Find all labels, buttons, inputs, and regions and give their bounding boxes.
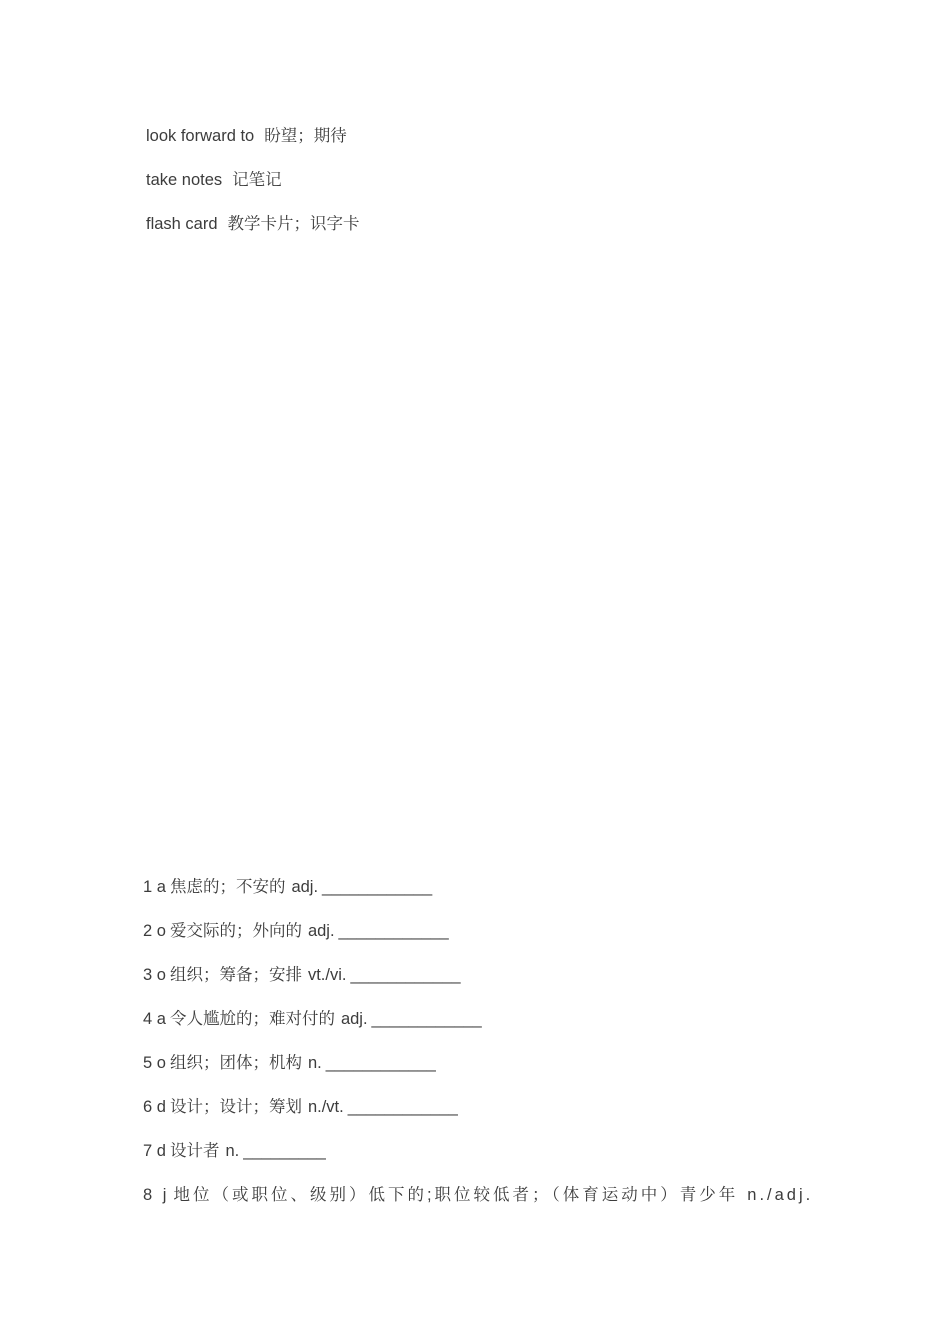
vocab-line <box>143 1129 813 1173</box>
phrase-line <box>146 202 360 246</box>
vocab-number: 2 o <box>143 922 166 940</box>
vocab-line <box>143 1173 813 1217</box>
phrase-zh: 盼望；期待 <box>264 127 347 145</box>
vocab-pos: adj. <box>307 922 335 940</box>
vocab-meaning: 爱交际的；外向的 <box>169 922 302 940</box>
vocab-pos: n. <box>225 1142 240 1160</box>
vocab-number: 7 d <box>143 1142 166 1160</box>
vocab-pos: n./vt. <box>307 1098 344 1116</box>
phrase-list <box>146 114 360 246</box>
vocab-meaning: 令人尴尬的；难对付的 <box>169 1010 335 1028</box>
vocab-meaning: 设计；设计；筹划 <box>169 1098 302 1116</box>
vocab-meaning: 地位（或职位、级别）低下的;职位较低者；（体育运动中）青少年 <box>173 1186 739 1204</box>
vocab-number: 4 a <box>143 1010 166 1028</box>
phrase-en: take notes <box>146 171 223 189</box>
vocab-meaning: 组织；团体；机构 <box>169 1054 302 1072</box>
vocab-meaning: 组织；筹备；安排 <box>169 966 302 984</box>
vocab-pos: vt./vi. <box>307 966 347 984</box>
vocab-blank: _________ <box>243 1142 326 1160</box>
vocab-blank: ____________ <box>322 878 433 896</box>
phrase-line <box>146 158 360 202</box>
vocab-meaning: 焦虑的；不安的 <box>169 878 286 896</box>
phrase-en: look forward to <box>146 127 255 145</box>
vocab-pos: adj. <box>340 1010 368 1028</box>
vocab-blank: ____________ <box>347 1098 458 1116</box>
phrase-zh: 记笔记 <box>232 171 282 189</box>
vocab-blank: ____________ <box>325 1054 436 1072</box>
vocab-pos: n. <box>307 1054 322 1072</box>
vocab-line <box>143 1041 813 1085</box>
vocab-line <box>143 1085 813 1129</box>
phrase-en: flash card <box>146 215 218 233</box>
vocab-number: 6 d <box>143 1098 166 1116</box>
vocab-number: 1 a <box>143 878 166 896</box>
vocab-number: 8 j <box>143 1186 170 1204</box>
vocab-line <box>143 953 813 997</box>
vocab-pos: adj. <box>291 878 319 896</box>
vocab-line <box>143 997 813 1041</box>
vocab-blank: ____________ <box>350 966 461 984</box>
phrase-line <box>146 114 360 158</box>
vocab-blank: ____________ <box>371 1010 482 1028</box>
vocab-pos: n./adj. <box>747 1186 814 1204</box>
phrase-zh: 教学卡片；识字卡 <box>227 215 360 233</box>
vocab-number: 5 o <box>143 1054 166 1072</box>
vocab-line <box>143 909 813 953</box>
vocab-list <box>143 865 813 1217</box>
vocab-meaning: 设计者 <box>169 1142 220 1160</box>
vocab-number: 3 o <box>143 966 166 984</box>
vocab-line <box>143 865 813 909</box>
vocab-blank: ____________ <box>338 922 449 940</box>
